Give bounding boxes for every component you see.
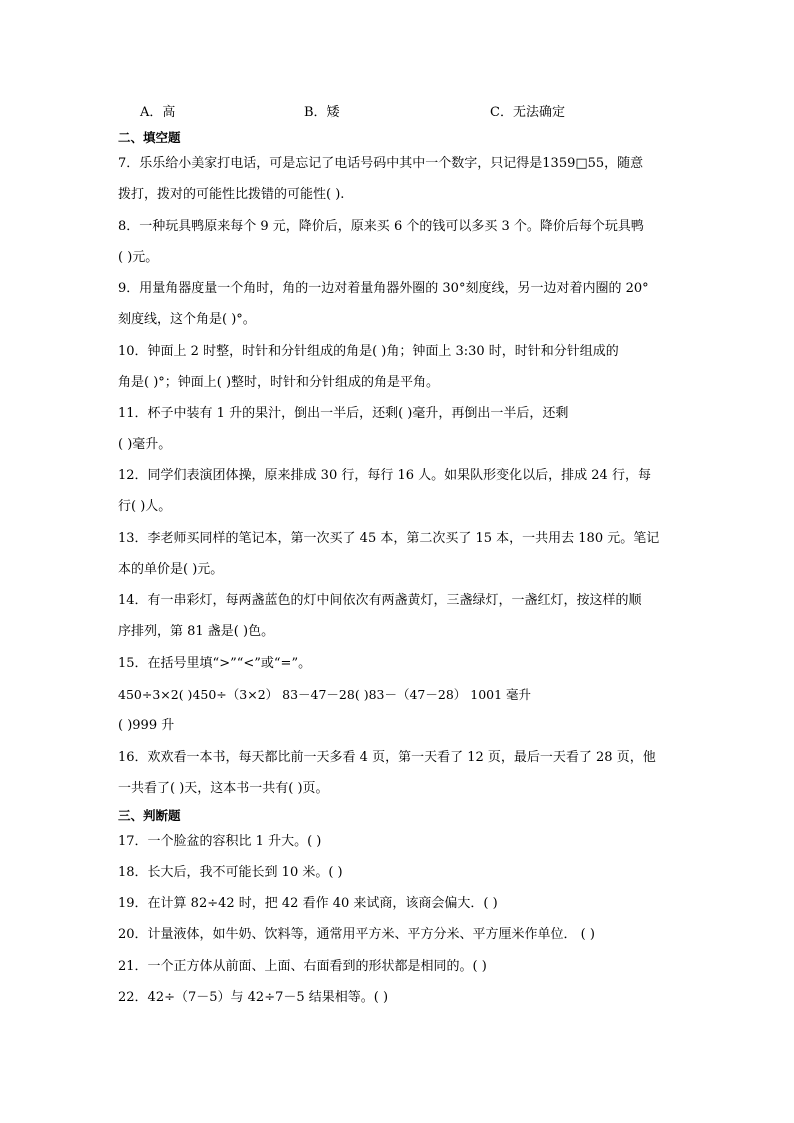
question-line: 21．一个正方体从前面、上面、右面看到的形状都是相同的。( )	[118, 959, 487, 974]
question-line: 450÷3×2( )450÷（3×2） 83－47－28( )83－（47－28） 1001 毫升	[118, 687, 532, 702]
question-line: 角是( )°；钟面上( )整时，时针和分针组成的角是平角。	[118, 375, 440, 390]
question-line: 一共看了( )天，这本书一共有( )页。	[118, 781, 329, 796]
question-line: 12．同学们表演团体操，原来排成 30 行，每行 16 人。如果队形变化以后，排成 24 行，每	[118, 468, 651, 483]
question-line: 13．李老师买同样的笔记本，第一次买了 45 本，第二次买了 15 本，一共用去 180 元。笔记	[118, 531, 660, 546]
question-line: 7．乐乐给小美家打电话，可是忘记了电话号码中其中一个数字，只记得是1359□55，随意	[118, 156, 644, 171]
question-line: 行( )人。	[118, 499, 172, 514]
option-b: B．矮	[304, 105, 340, 120]
question-line: 16．欢欢看一本书，每天都比前一天多看 4 页，第一天看了 12 页，最后一天看了 28 页，他	[118, 750, 656, 765]
question-line: 22．42÷（7－5）与 42÷7－5 结果相等。( )	[118, 990, 389, 1005]
question-line: 11．杯子中装有 1 升的果汁，倒出一半后，还剩( )毫升，再倒出一半后，还剩	[118, 406, 569, 421]
section-heading-true-false: 三、判断题	[118, 808, 181, 823]
question-line: 8．一种玩具鸭原来每个 9 元，降价后，原来买 6 个的钱可以多买 3 个。降价后每个玩具鸭	[118, 219, 644, 234]
question-line: 9．用量角器度量一个角时，角的一边对着量角器外圈的 30°刻度线，另一边对着内圈的 20°	[118, 281, 649, 296]
section-heading-fill-in: 二、填空题	[118, 130, 181, 145]
question-line: 15．在括号里填“>”“<”或“=”。	[118, 656, 312, 671]
question-line: 10．钟面上 2 时整，时针和分针组成的角是( )角；钟面上 3:30 时，时针和分针组成的	[118, 344, 619, 359]
question-line: ( )999 升	[118, 718, 175, 733]
question-line: 18．长大后，我不可能长到 10 米。( )	[118, 865, 343, 880]
question-line: 14．有一串彩灯，每两盏蓝色的灯中间依次有两盏黄灯，三盏绿灯，一盏红灯，按这样的顺	[118, 593, 642, 608]
question-line: 拨打，拨对的可能性比拨错的可能性( ).	[118, 187, 345, 202]
question-line: 序排列，第 81 盏是( )色。	[118, 624, 275, 639]
option-a: A．高	[140, 105, 176, 120]
question-line: ( )毫升。	[118, 437, 172, 452]
question-line: 20．计量液体，如牛奶、饮料等，通常用平方米、平方分米、平方厘米作单位． ( )	[118, 927, 595, 942]
question-line: 本的单价是( )元。	[118, 562, 224, 577]
option-c: C．无法确定	[490, 105, 565, 120]
question-line: 17．一个脸盆的容积比 1 升大。( )	[118, 834, 322, 849]
question-line: 19．在计算 82÷42 时，把 42 看作 40 来试商，该商会偏大．( )	[118, 896, 498, 911]
question-line: 刻度线，这个角是( )°。	[118, 312, 256, 327]
question-line: ( )元。	[118, 250, 159, 265]
